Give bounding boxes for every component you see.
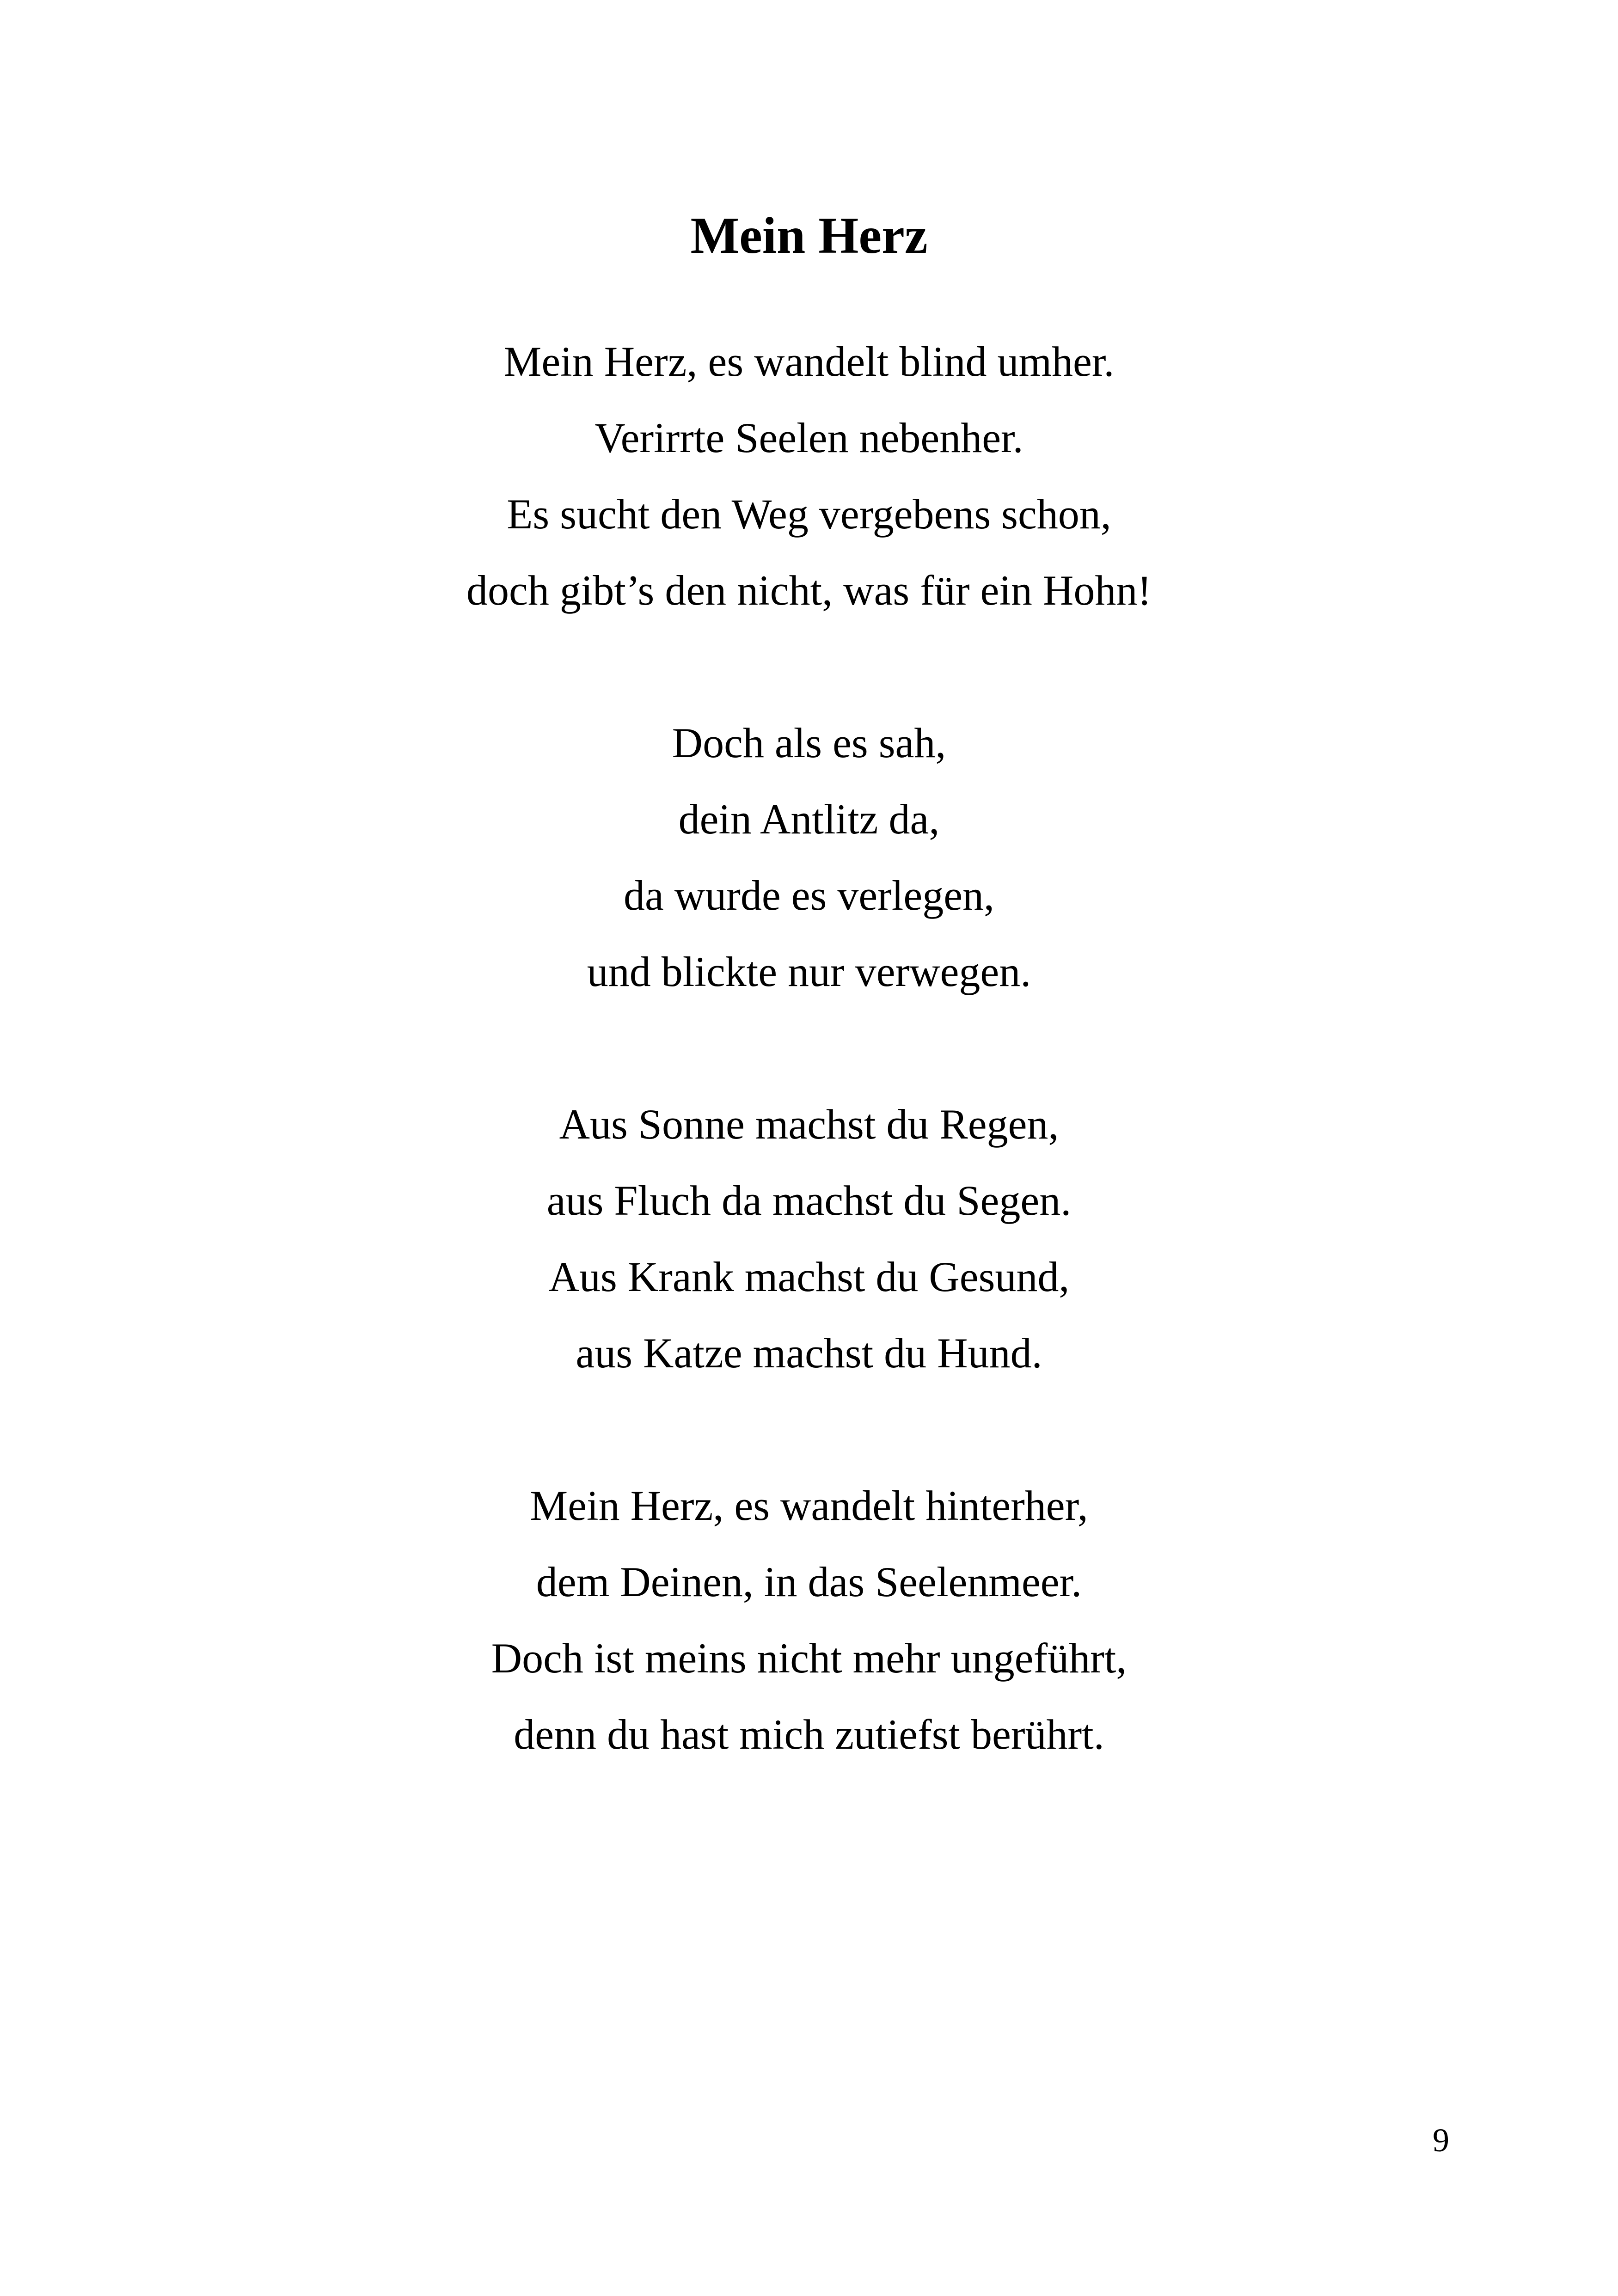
poem-line: Doch ist meins nicht mehr ungeführt,: [491, 1635, 1127, 1682]
stanza-2: [0, 705, 1618, 1010]
page-number: 9: [1433, 2122, 1449, 2159]
poem-line: Verirrte Seelen nebenher.: [594, 414, 1024, 461]
poem-line: Mein Herz, es wandelt blind umher.: [503, 338, 1115, 385]
stanza-4: [0, 1468, 1618, 1773]
poem-body: [0, 324, 1618, 1773]
poem-line: dein Antlitz da,: [678, 796, 940, 843]
poem-line: Es sucht den Weg vergebens schon,: [507, 490, 1111, 538]
poem-line: dem Deinen, in das Seelenmeer.: [536, 1558, 1082, 1605]
stanza-spacer: [0, 629, 1618, 705]
poem-line: Aus Sonne machst du Regen,: [559, 1101, 1059, 1148]
poem-line: aus Fluch da machst du Segen.: [546, 1177, 1072, 1224]
poem-line: Aus Krank machst du Gesund,: [548, 1253, 1070, 1300]
poem-title: Mein Herz: [690, 207, 928, 264]
stanza-spacer: [0, 1391, 1618, 1468]
poem-line: Doch als es sah,: [672, 719, 946, 766]
poem-line: Mein Herz, es wandelt hinterher,: [530, 1482, 1088, 1529]
poem-line: da wurde es verlegen,: [623, 872, 995, 919]
poem-line: und blickte nur verwegen.: [587, 948, 1031, 995]
poem-line: denn du hast mich zutiefst berührt.: [514, 1711, 1104, 1758]
stanza-1: [0, 324, 1618, 629]
poem-line: aus Katze machst du Hund.: [576, 1329, 1042, 1377]
stanza-spacer: [0, 1010, 1618, 1086]
poem-line: doch gibt’s den nicht, was für ein Hohn!: [466, 567, 1152, 614]
stanza-3: [0, 1086, 1618, 1391]
